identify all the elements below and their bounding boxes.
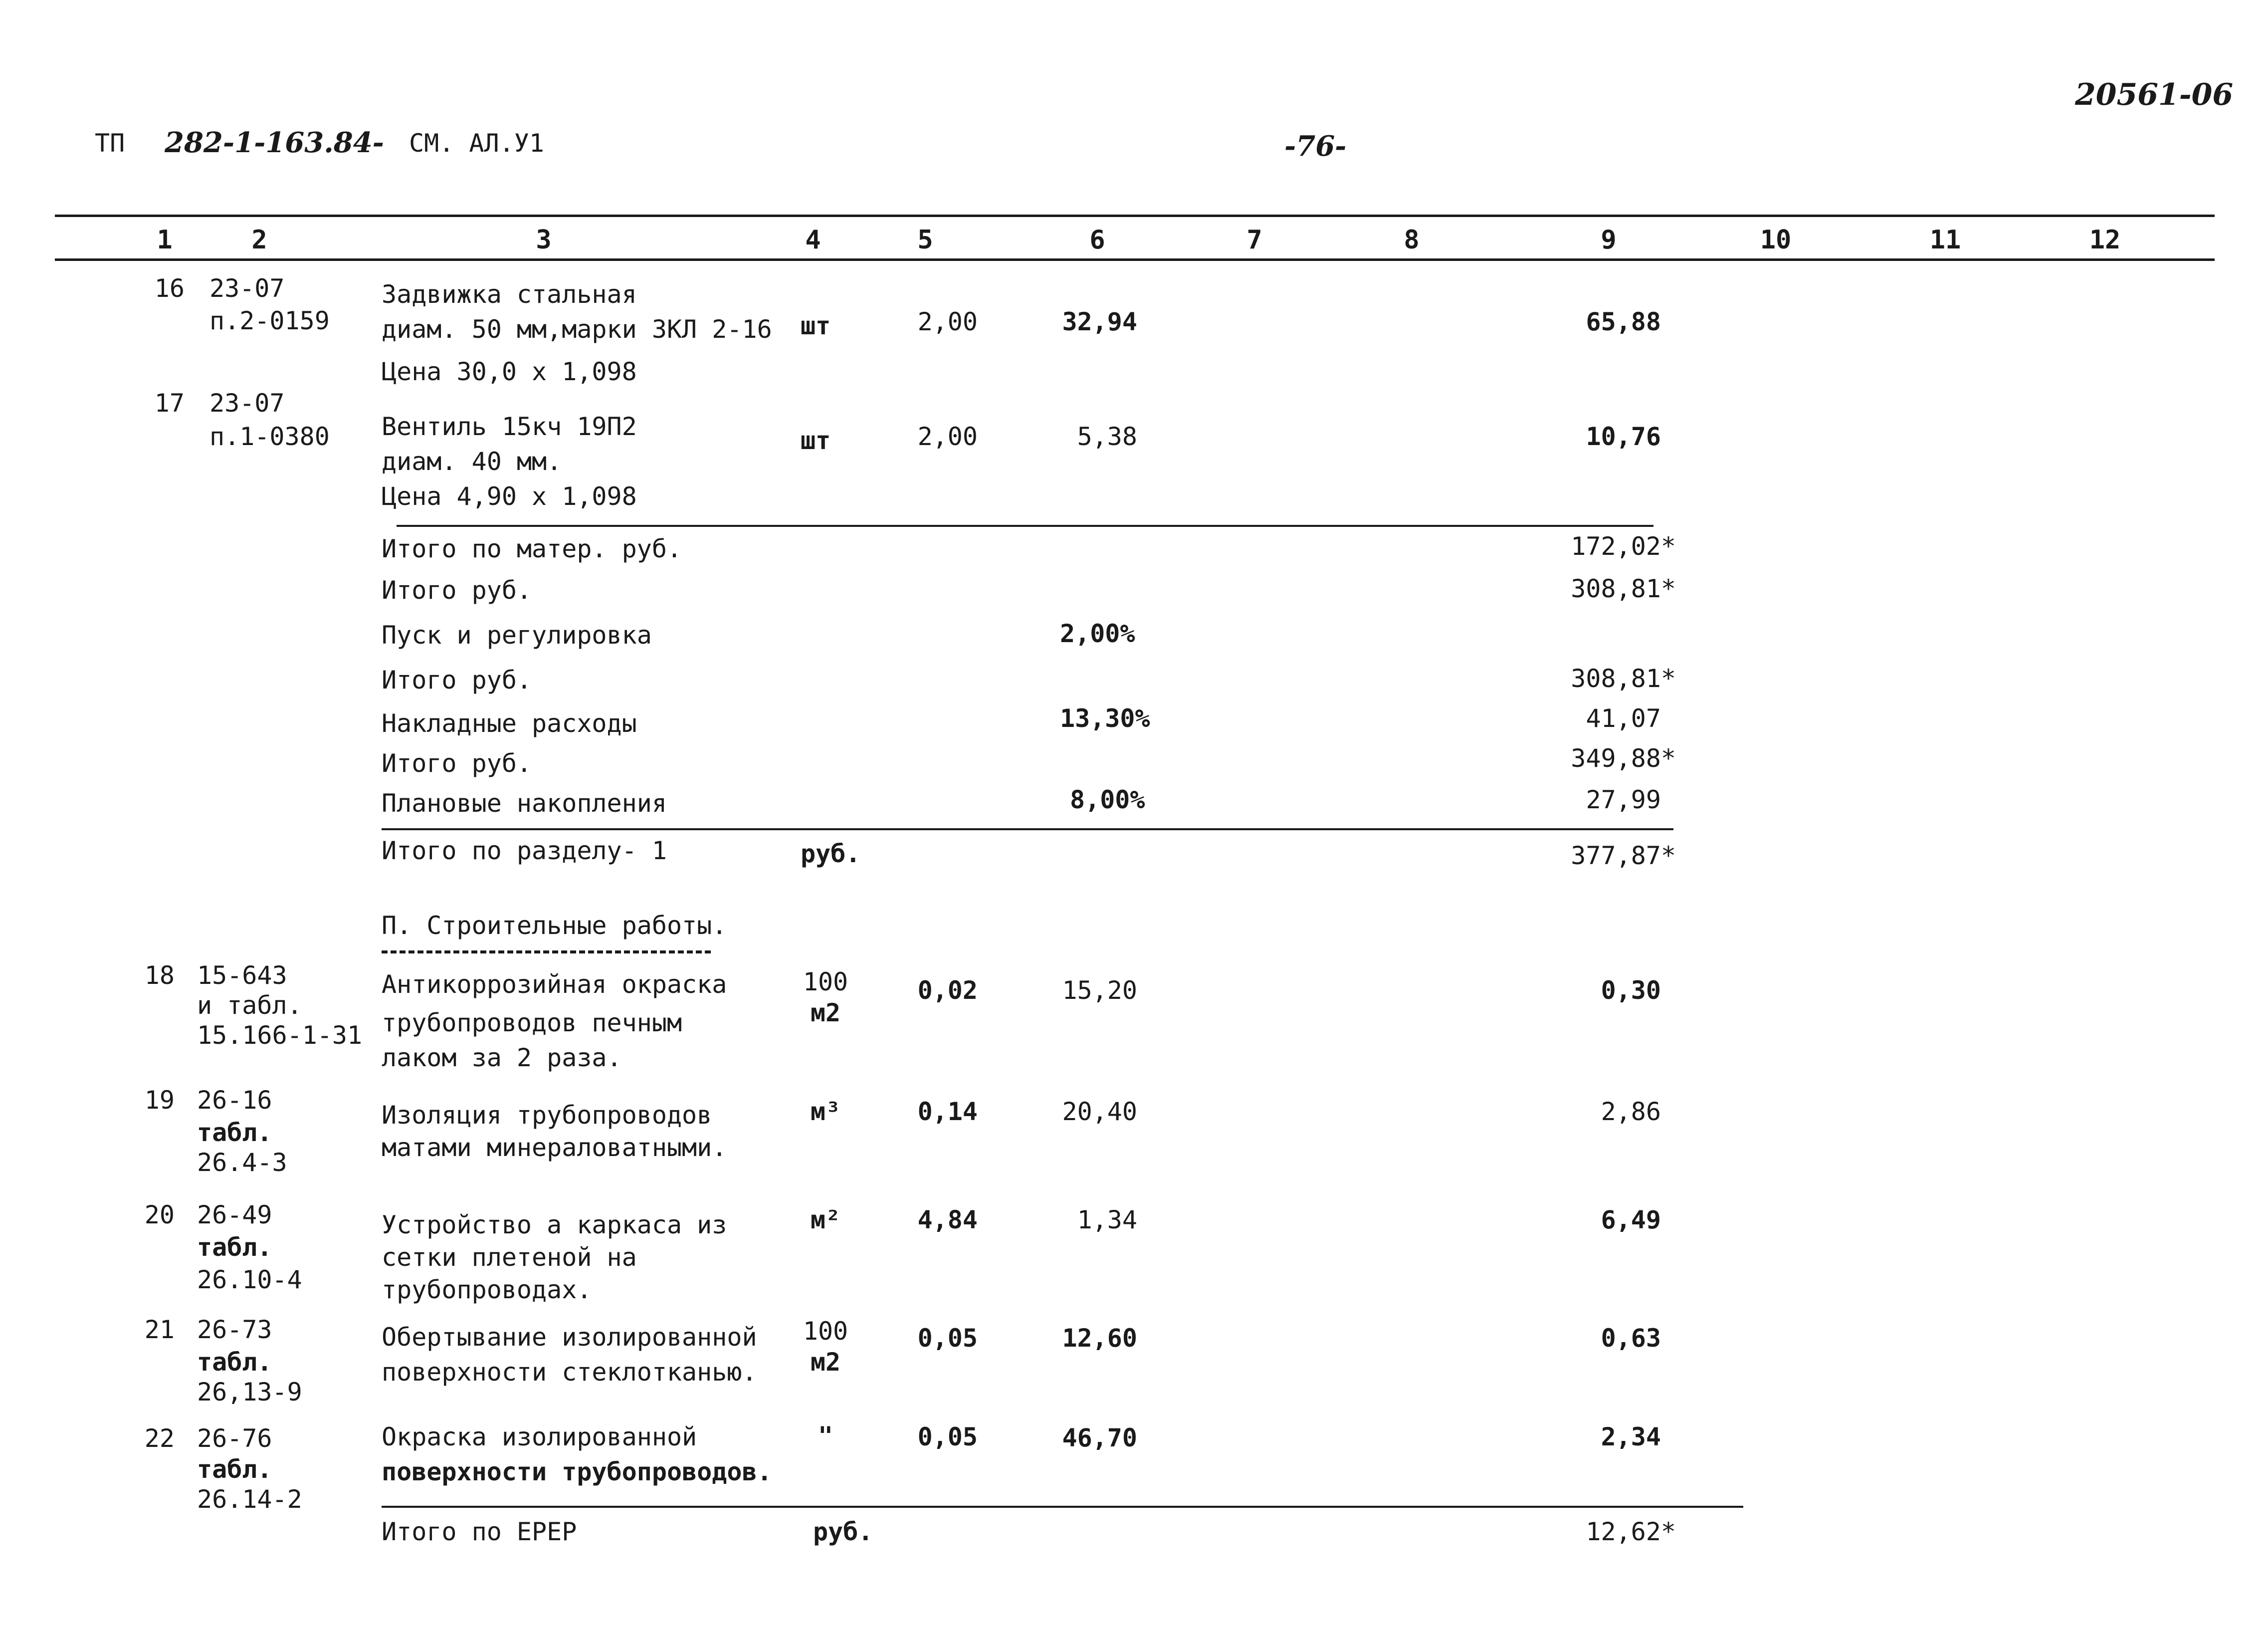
row-quantity: 2,00: [917, 422, 978, 451]
row-number: 22: [144, 1424, 175, 1453]
row-description: поверхности трубопроводов.: [382, 1457, 772, 1486]
row-description: диам. 40 мм.: [382, 447, 562, 476]
row-number: 16: [154, 274, 185, 303]
row-unit: ": [818, 1421, 833, 1450]
summary-percent: 2,00%: [1060, 619, 1135, 648]
summary-total: 308,81*: [1571, 664, 1676, 693]
row-price: 32,94: [1062, 307, 1137, 336]
row-quantity: 4,84: [917, 1205, 978, 1234]
row-quantity: 0,14: [917, 1097, 978, 1126]
summary-percent: 13,30%: [1060, 704, 1150, 733]
row-description: Цена 4,90 х 1,098: [382, 482, 637, 511]
row-description: трубопроводах.: [382, 1275, 592, 1304]
row-price: 12,60: [1062, 1324, 1137, 1353]
row-number: 20: [144, 1200, 175, 1229]
table-top-rule: [55, 215, 2215, 217]
row-code: п.2-0159: [209, 306, 330, 335]
row-price: 46,70: [1062, 1423, 1137, 1452]
summary-total: 308,81*: [1571, 574, 1676, 603]
column-header: 12: [2089, 225, 2121, 255]
row-unit: 100: [803, 967, 848, 996]
row-unit: шт: [801, 311, 831, 340]
summary-label: Плановые накопления: [382, 789, 667, 818]
row-description: Обертывание изолированной: [382, 1323, 757, 1352]
row-number: 19: [144, 1086, 175, 1115]
column-header: 7: [1246, 225, 1262, 255]
row-code: 26-49: [197, 1200, 272, 1229]
row-description: матами минераловатными.: [382, 1133, 727, 1162]
row-code: 15-643: [197, 961, 287, 990]
row-unit: м³: [810, 1097, 841, 1126]
row-code: табл.: [197, 1233, 272, 1262]
row-unit: м2: [810, 998, 841, 1027]
row-code: 23-07: [209, 274, 285, 303]
row-code: 26.10-4: [197, 1265, 302, 1294]
row-description: диам. 50 мм,марки ЗКЛ 2-16: [382, 315, 772, 344]
summary-label: Итого руб.: [382, 749, 532, 778]
row-total: 2,86: [1601, 1097, 1661, 1126]
section-total-rule: [382, 828, 1673, 830]
section-title: П. Строительные работы.: [382, 911, 727, 940]
row-quantity: 2,00: [917, 307, 978, 336]
doc-code: 282-1-163.84-: [165, 126, 384, 159]
summary-label: Пуск и регулировка: [382, 621, 652, 650]
summary-percent: 8,00%: [1070, 785, 1145, 814]
doc-album: СМ. АЛ.У1: [409, 129, 544, 158]
row-description: сетки плетеной на: [382, 1243, 637, 1272]
row-unit: шт: [801, 426, 831, 455]
row-total: 0,63: [1601, 1324, 1661, 1353]
row-code: табл.: [197, 1455, 272, 1484]
row-unit: м2: [810, 1348, 841, 1377]
row-quantity: 0,05: [917, 1324, 978, 1353]
row-code: п.1-0380: [209, 422, 330, 451]
row-total: 10,76: [1586, 422, 1661, 451]
row-price: 5,38: [1077, 422, 1137, 451]
row-number: 18: [144, 961, 175, 990]
section-total-value: 377,87*: [1571, 841, 1676, 870]
summary-total: 172,02*: [1571, 532, 1676, 561]
doc-ref: ТП: [95, 129, 125, 158]
summary-total: 349,88*: [1571, 744, 1676, 773]
row-number: 21: [144, 1315, 175, 1344]
row-price: 15,20: [1062, 976, 1137, 1005]
row-total: 2,34: [1601, 1422, 1661, 1451]
archive-number: 20561-06: [2075, 77, 2234, 112]
row-price: 1,34: [1077, 1205, 1137, 1234]
eper-total-value: 12,62*: [1586, 1517, 1676, 1546]
summary-label: Итого руб.: [382, 666, 532, 695]
row-description: трубопроводов печным: [382, 1008, 682, 1037]
subtotal-rule: [397, 525, 1653, 527]
row-code: 26,13-9: [197, 1378, 302, 1406]
row-code: и табл.: [197, 991, 302, 1020]
row-total: 0,30: [1601, 976, 1661, 1005]
row-description: Окраска изолированной: [382, 1422, 697, 1451]
row-code: 26.14-2: [197, 1485, 302, 1514]
row-quantity: 0,05: [917, 1422, 978, 1451]
row-quantity: 0,02: [917, 976, 978, 1005]
row-code: 26-16: [197, 1086, 272, 1115]
column-header: 6: [1089, 225, 1105, 255]
row-unit: 100: [803, 1317, 848, 1346]
row-description: Задвижка стальная: [382, 280, 637, 309]
column-header: 9: [1601, 225, 1617, 255]
eper-total-unit: руб.: [813, 1517, 873, 1546]
row-price: 20,40: [1062, 1097, 1137, 1126]
section-total-unit: руб.: [801, 839, 861, 868]
row-description: лаком за 2 раза.: [382, 1043, 622, 1072]
eper-total-rule: [382, 1506, 1743, 1508]
column-header: 8: [1404, 225, 1420, 255]
row-code: 26.4-3: [197, 1148, 287, 1177]
row-total: 65,88: [1586, 307, 1661, 336]
row-total: 6,49: [1601, 1205, 1661, 1234]
row-unit: м²: [810, 1205, 841, 1234]
column-header: 3: [536, 225, 552, 255]
row-description: Цена 30,0 х 1,098: [382, 357, 637, 386]
row-description: Изоляция трубопроводов: [382, 1101, 712, 1130]
row-description: Антикоррозийная окраска: [382, 970, 727, 999]
row-number: 17: [154, 389, 185, 418]
table-header-rule: [55, 258, 2215, 261]
eper-total-label: Итого по ЕРЕР: [382, 1517, 577, 1546]
row-description: Вентиль 15кч 19П2: [382, 412, 637, 441]
row-description: поверхности стеклотканью.: [382, 1358, 757, 1387]
column-header: 4: [805, 225, 821, 255]
section-total-label: Итого по разделу- 1: [382, 836, 667, 865]
summary-label: Накладные расходы: [382, 709, 637, 738]
row-code: 26-73: [197, 1315, 272, 1344]
summary-total: 41,07: [1586, 704, 1661, 733]
summary-label: Итого по матер. руб.: [382, 534, 682, 563]
page-number: -76-: [1284, 130, 1347, 163]
row-code: 23-07: [209, 389, 285, 418]
column-header: 1: [157, 225, 173, 255]
section-title-underline: [382, 950, 711, 953]
row-code: табл.: [197, 1348, 272, 1377]
row-code: 26-76: [197, 1424, 272, 1453]
column-header: 5: [917, 225, 933, 255]
column-header: 10: [1760, 225, 1792, 255]
column-header: 11: [1929, 225, 1961, 255]
row-code: 15.166-1-31: [197, 1021, 363, 1050]
summary-total: 27,99: [1586, 785, 1661, 814]
column-header: 2: [251, 225, 267, 255]
row-description: Устройство а каркаса из: [382, 1210, 727, 1239]
summary-label: Итого руб.: [382, 576, 532, 605]
row-code: табл.: [197, 1118, 272, 1147]
